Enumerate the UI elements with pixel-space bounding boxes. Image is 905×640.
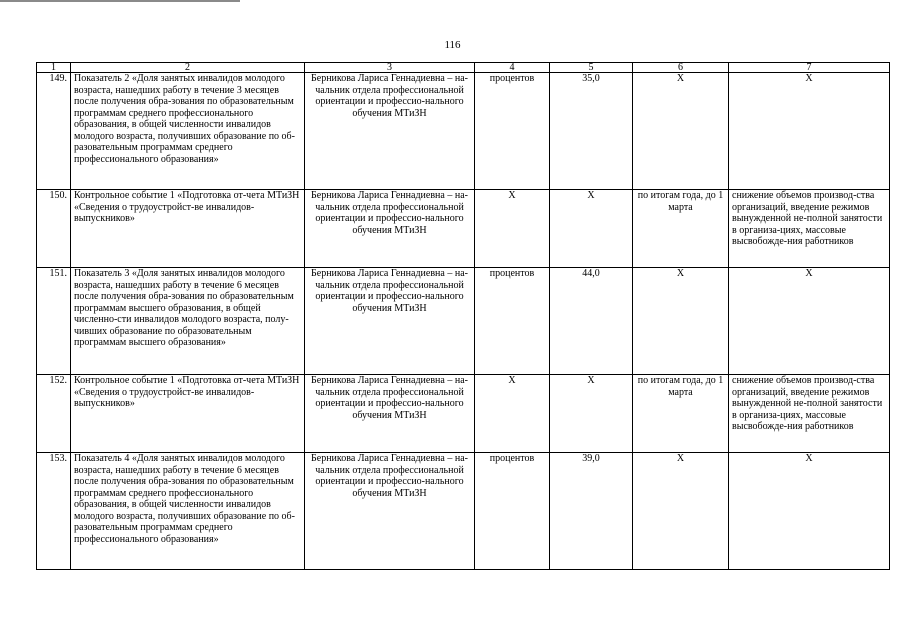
deadline-cell: по итогам года, до 1 марта — [633, 190, 729, 268]
column-header: 6 — [633, 63, 729, 73]
deadline-cell: Х — [633, 268, 729, 375]
row-number: 152. — [37, 375, 71, 453]
page-number: 116 — [444, 39, 461, 51]
unit-cell: процентов — [475, 73, 550, 190]
responsible-cell: Берникова Лариса Геннадиевна – на-чальник отдела профессиональной ориентации и профессио-нального обучения МТиЗН — [305, 268, 475, 375]
value-cell: 39,0 — [550, 453, 633, 570]
value-cell: Х — [550, 190, 633, 268]
column-header: 1 — [37, 63, 71, 73]
row-number: 153. — [37, 453, 71, 570]
value-cell: 44,0 — [550, 268, 633, 375]
plan-table — [36, 62, 890, 570]
indicator-cell: Контрольное событие 1 «Подготовка от-чета МТиЗН «Сведения о трудоустройст-ве инвалидов-выпускников» — [71, 375, 305, 453]
table-row — [37, 453, 890, 570]
risk-cell: снижение объемов производ-ства организаций, введение режимов вынужденной не-полной занятости в организа-циях, массовые высвобожде-ния работников — [729, 375, 890, 453]
column-header: 5 — [550, 63, 633, 73]
indicator-cell: Показатель 3 «Доля занятых инвалидов молодого возраста, нашедших работу в течение 6 месяцев после получения обра-зования по образовательным программам высшего образования, в общей численно-сти инвалидов молодого возраста, полу-чивших образование по образовательным программам высшего образования» — [71, 268, 305, 375]
row-number: 151. — [37, 268, 71, 375]
unit-cell: Х — [475, 375, 550, 453]
deadline-cell: Х — [633, 73, 729, 190]
table-row — [37, 190, 890, 268]
deadline-cell: Х — [633, 453, 729, 570]
risk-cell: Х — [729, 268, 890, 375]
risk-cell: Х — [729, 453, 890, 570]
responsible-cell: Берникова Лариса Геннадиевна – на-чальник отдела профессиональной ориентации и профессио-нального обучения МТиЗН — [305, 453, 475, 570]
indicator-cell: Контрольное событие 1 «Подготовка от-чета МТиЗН «Сведения о трудоустройст-ве инвалидов-выпускников» — [71, 190, 305, 268]
unit-cell: процентов — [475, 453, 550, 570]
risk-cell: снижение объемов производ-ства организаций, введение режимов вынужденной не-полной занятости в организа-циях, массовые высвобожде-ния работников — [729, 190, 890, 268]
table-row — [37, 268, 890, 375]
table-row — [37, 375, 890, 453]
table-row — [37, 73, 890, 190]
column-header: 3 — [305, 63, 475, 73]
unit-cell: процентов — [475, 268, 550, 375]
responsible-cell: Берникова Лариса Геннадиевна – на-чальник отдела профессиональной ориентации и профессио-нального обучения МТиЗН — [305, 73, 475, 190]
deadline-cell: по итогам года, до 1 марта — [633, 375, 729, 453]
column-header: 7 — [729, 63, 890, 73]
indicator-cell: Показатель 2 «Доля занятых инвалидов молодого возраста, нашедших работу в течение 3 месяцев после получения обра-зования по образовательным программам среднего профессионального образования, в общей численности инвалидов молодого возраста, получивших образование по об-разовательным программам среднего профессионального образования» — [71, 73, 305, 190]
indicator-cell: Показатель 4 «Доля занятых инвалидов молодого возраста, нашедших работу в течение 6 месяцев после получения обра-зования по образовательным программам среднего профессионального образования, в общей численности инвалидов молодого возраста, получивших образование по об-разовательным программам среднего профессионального образования» — [71, 453, 305, 570]
responsible-cell: Берникова Лариса Геннадиевна – на-чальник отдела профессиональной ориентации и профессио-нального обучения МТиЗН — [305, 375, 475, 453]
row-number: 150. — [37, 190, 71, 268]
unit-cell: Х — [475, 190, 550, 268]
column-header: 4 — [475, 63, 550, 73]
value-cell: 35,0 — [550, 73, 633, 190]
table-header-row — [37, 63, 890, 73]
value-cell: Х — [550, 375, 633, 453]
responsible-cell: Берникова Лариса Геннадиевна – на-чальник отдела профессиональной ориентации и профессио-нального обучения МТиЗН — [305, 190, 475, 268]
row-number: 149. — [37, 73, 71, 190]
column-header: 2 — [71, 63, 305, 73]
risk-cell: Х — [729, 73, 890, 190]
top-rule — [0, 0, 240, 2]
